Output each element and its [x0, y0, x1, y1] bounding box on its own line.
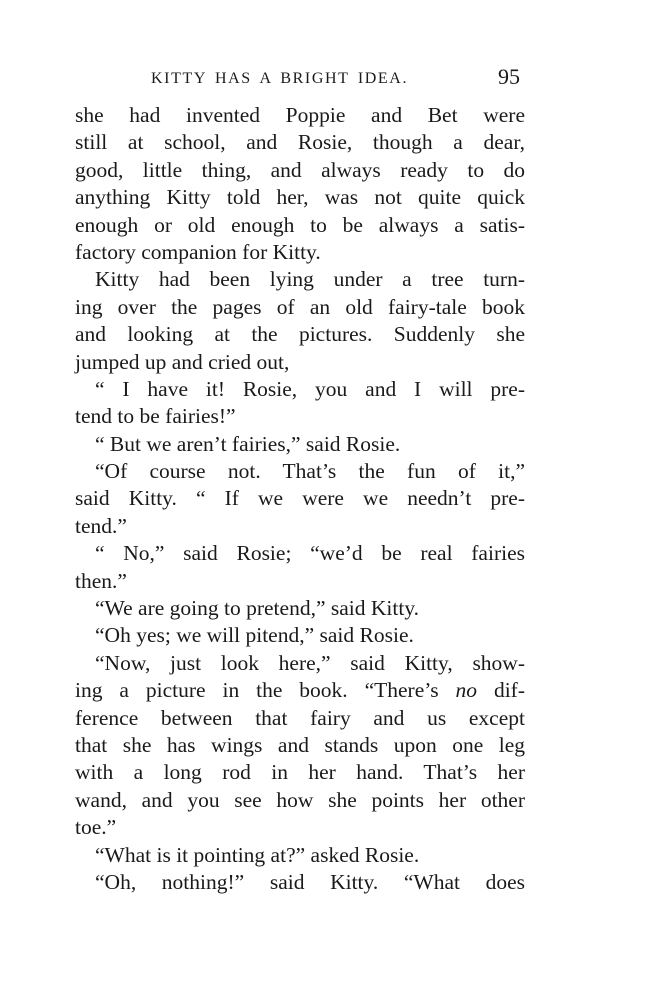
line-text: she had invented Poppie and Bet were — [75, 103, 525, 127]
line-text: still at school, and Rosie, though a dear, — [75, 130, 525, 155]
line-text: “Now, just look here,” said Kitty, show- — [95, 650, 525, 675]
running-head — [75, 64, 520, 94]
line-text: ference between that fairy and us except — [75, 705, 525, 730]
text-line — [75, 842, 525, 869]
body-text — [75, 102, 525, 896]
line-text: wand, and you see how she points her other — [75, 787, 525, 812]
text-line — [75, 212, 525, 239]
text-line — [75, 705, 525, 732]
text-line — [75, 787, 525, 814]
line-text: jumped up and cried out, — [75, 349, 290, 374]
text-line — [75, 650, 525, 677]
line-text: ing over the pages of an old fairy-tale book — [75, 294, 525, 319]
line-text: with a long rod in her hand. That’s her — [75, 760, 525, 785]
text-line — [75, 622, 525, 649]
line-text: enough or old enough to be always a satis- — [75, 212, 525, 237]
line-text: said Kitty. “ If we were we needn’t pre- — [75, 486, 525, 511]
line-text: “Oh, nothing!” said Kitty. “What does — [95, 869, 525, 894]
text-line — [75, 102, 525, 129]
line-text: Kitty had been lying under a tree turn- — [95, 267, 525, 292]
line-text: “Oh yes; we will pitend,” said Rosie. — [95, 623, 414, 648]
line-emphasis: no — [455, 678, 478, 703]
text-line — [75, 677, 525, 704]
line-text: “What is it pointing at?” asked Rosie. — [95, 842, 420, 867]
line-text: ing a picture in the book. “There’s — [75, 678, 439, 703]
line-text: that she has wings and stands upon one leg — [75, 732, 525, 757]
text-line — [75, 376, 525, 403]
page-number: 95 — [498, 64, 520, 89]
line-text: “ No,” said Rosie; “we’d be real fairies — [95, 541, 525, 566]
text-line — [75, 759, 525, 786]
line-text: factory companion for Kitty. — [75, 239, 321, 264]
line-text: “Of course not. That’s the fun of it,” — [95, 459, 525, 484]
text-line — [75, 157, 525, 184]
text-line — [75, 431, 525, 458]
text-line — [75, 321, 525, 348]
text-line — [75, 540, 525, 567]
line-text: good, little thing, and always ready to do — [75, 157, 525, 182]
line-text: anything Kitty told her, was not quite quick — [75, 185, 525, 210]
text-line — [75, 568, 525, 595]
line-text: toe.” — [75, 815, 117, 840]
line-text: tend to be fairies!” — [75, 404, 236, 429]
line-text: and looking at the pictures. Suddenly she — [75, 322, 525, 347]
line-text-after: dif- — [477, 678, 525, 703]
text-line — [75, 513, 525, 540]
text-line — [75, 129, 525, 156]
text-line — [75, 595, 525, 622]
line-text: “We are going to pretend,” said Kitty. — [95, 596, 420, 621]
line-text: tend.” — [75, 513, 127, 538]
text-line — [75, 239, 525, 266]
text-line — [75, 869, 525, 896]
text-line — [75, 184, 525, 211]
text-line — [75, 458, 525, 485]
text-line — [75, 732, 525, 759]
line-text: “ I have it! Rosie, you and I will pre- — [95, 376, 525, 401]
text-line — [75, 266, 525, 293]
running-title: KITTY HAS A BRIGHT IDEA. — [151, 70, 409, 87]
text-line — [75, 349, 525, 376]
text-line — [75, 814, 525, 841]
text-line — [75, 485, 525, 512]
text-line — [75, 403, 525, 430]
line-text: then.” — [75, 568, 127, 593]
line-text: “ But we aren’t fairies,” said Rosie. — [95, 431, 401, 456]
text-line — [75, 294, 525, 321]
